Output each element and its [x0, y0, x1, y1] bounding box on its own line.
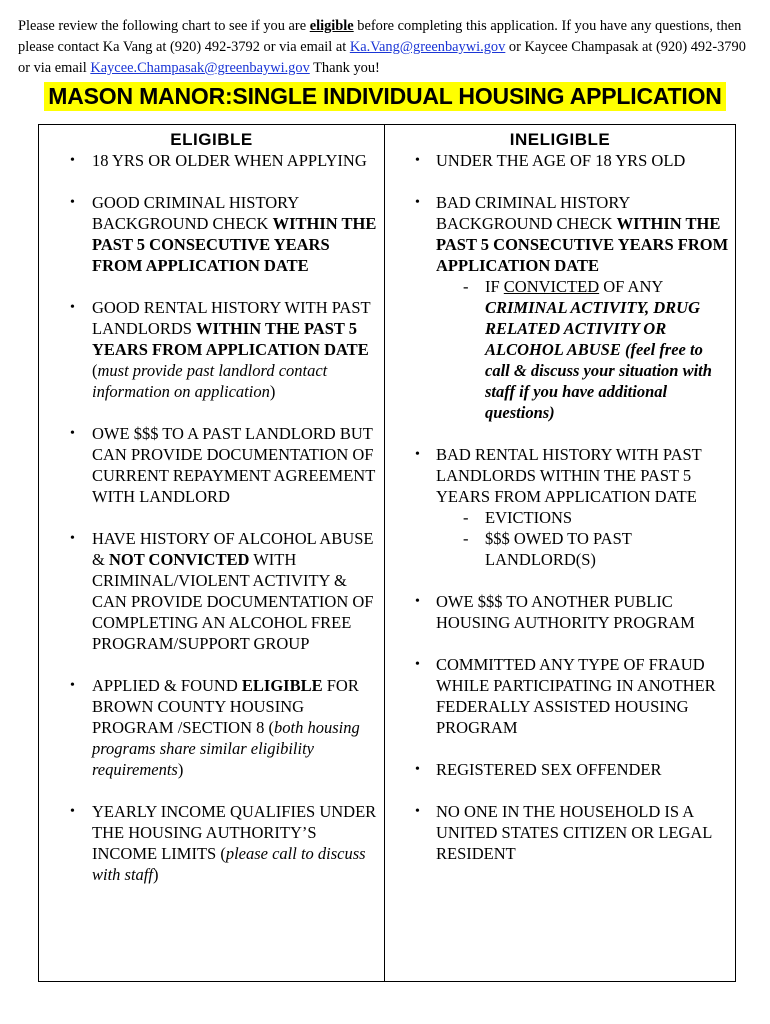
ineligible-item-owe-pha [385, 591, 735, 633]
eligible-item-owe-landlord [39, 423, 384, 507]
bullet-icon: • [415, 594, 420, 609]
item-bold-text: WITHIN THE PAST 5 CONSECUTIVE YEARS FROM APPLICATION DATE [92, 214, 377, 275]
email-link-kaycee-champasak[interactable]: Kaycee.Champasak@greenbaywi.gov [90, 60, 310, 76]
item-text: ) [177, 760, 184, 779]
intro-text-2: before completing this application. If you have any questions, then please contact Ka Vang at (920) 492-3792 or via email at [18, 18, 742, 55]
intro-text-4: Thank you! [309, 60, 380, 76]
item-text: WITH CRIMINAL/VIOLENT ACTIVITY & CAN PROVIDE DOCUMENTATION OF COMPLETING AN ALCOHOL FREE PROGRAM/SUPPORT GROUP [92, 550, 374, 653]
item-text: ) [269, 382, 276, 401]
item-text: HAVE HISTORY OF ALCOHOL ABUSE & [92, 529, 374, 569]
intro-paragraph [18, 16, 758, 79]
item-text: NO ONE IN THE HOUSEHOLD IS A UNITED STATES CITIZEN OR LEGAL RESIDENT [436, 802, 712, 863]
eligible-item-income [39, 801, 384, 885]
item-bold-text: WITHIN THE PAST 5 CONSECUTIVE YEARS FROM APPLICATION DATE [436, 214, 729, 275]
bullet-icon: • [70, 804, 75, 819]
bullet-icon: • [415, 762, 420, 777]
bullet-icon: • [70, 678, 75, 693]
item-text: FOR BROWN COUNTY HOUSING PROGRAM /SECTION 8 ( [92, 676, 359, 737]
bullet-icon: • [70, 153, 75, 168]
criminal-sublist [436, 276, 729, 423]
item-bold-text: NOT CONVICTED [108, 550, 250, 569]
item-text: YEARLY INCOME QUALIFIES UNDER THE HOUSING AUTHORITY’S INCOME LIMITS ( [92, 802, 377, 863]
bullet-icon: • [70, 426, 75, 441]
rental-sublist [436, 507, 729, 570]
ineligible-item-rental [385, 444, 735, 570]
bullet-icon: • [415, 447, 420, 462]
eligible-item-section8 [39, 675, 384, 780]
ineligible-heading: INELIGIBLE [509, 130, 611, 149]
eligible-heading: ELIGIBLE [170, 130, 253, 149]
ineligible-item-criminal [385, 192, 735, 423]
eligible-item-criminal [39, 192, 384, 276]
item-text: OWE $$$ TO A PAST LANDLORD BUT CAN PROVIDE DOCUMENTATION OF CURRENT REPAYMENT AGREEMENT WITH LANDLORD [92, 424, 375, 506]
ineligible-item-sex-offender [385, 759, 735, 780]
bullet-icon: • [70, 195, 75, 210]
item-text: EVICTIONS [485, 508, 573, 527]
dash-marker: - [463, 277, 469, 296]
bullet-icon: • [70, 531, 75, 546]
bullet-icon: • [415, 195, 420, 210]
item-text: REGISTERED SEX OFFENDER [436, 760, 662, 779]
ineligible-list [385, 150, 735, 864]
item-italic-text: both housing programs share similar eligibility requirements [92, 718, 360, 779]
ineligible-item-citizenship [385, 801, 735, 864]
bullet-icon: • [415, 657, 420, 672]
dash-marker: - [463, 508, 469, 527]
item-italic-text: must provide past landlord contact information on application [92, 361, 328, 401]
dash-marker: - [463, 529, 469, 548]
eligible-item-alcohol [39, 528, 384, 654]
ineligible-item-fraud [385, 654, 735, 738]
item-text: OWE $$$ TO ANOTHER PUBLIC HOUSING AUTHORITY PROGRAM [436, 592, 695, 632]
item-text: GOOD RENTAL HISTORY WITH PAST LANDLORDS [92, 298, 371, 338]
item-text: OF ANY [599, 277, 663, 296]
item-text: 18 YRS OR OLDER WHEN APPLYING [92, 151, 367, 170]
intro-text-3: or Kaycee Champasak at (920) 492-3790 or via email [18, 39, 746, 76]
bullet-icon: • [415, 153, 420, 168]
eligible-item-age [39, 150, 384, 171]
item-bold-text: WITHIN THE PAST 5 YEARS FROM APPLICATION DATE [92, 319, 369, 359]
item-text: ( [92, 361, 98, 380]
rental-sub-item-owed [436, 528, 729, 570]
title-bar [0, 82, 770, 111]
item-italic-text: please call to discuss with staff [92, 844, 366, 884]
bullet-icon: • [415, 804, 420, 819]
intro-text-1: Please review the following chart to see if you are [18, 18, 310, 34]
item-bold-italic-text: CRIMINAL ACTIVITY, DRUG RELATED ACTIVITY OR ALCOHOL ABUSE (feel free to call & discuss your situation with staff if you have additional questions) [485, 298, 712, 422]
item-bold-text: ELIGIBLE [241, 676, 323, 695]
eligibility-table [38, 124, 736, 982]
item-text: BAD RENTAL HISTORY WITH PAST LANDLORDS WITHIN THE PAST 5 YEARS FROM APPLICATION DATE [436, 445, 702, 506]
email-link-ka-vang[interactable]: Ka.Vang@greenbaywi.gov [349, 39, 506, 55]
item-text: UNDER THE AGE OF 18 YRS OLD [436, 151, 686, 170]
item-text: GOOD CRIMINAL HISTORY BACKGROUND CHECK [92, 193, 299, 233]
item-text: APPLIED & FOUND [92, 676, 242, 695]
item-text: IF [485, 277, 504, 296]
convicted-underlined: CONVICTED [503, 277, 600, 296]
page-title: MASON MANOR:SINGLE INDIVIDUAL HOUSING APPLICATION [44, 82, 725, 111]
rental-sub-item-evictions [436, 507, 729, 528]
ineligible-column [385, 125, 735, 981]
eligible-column [39, 125, 385, 981]
item-text: COMMITTED ANY TYPE OF FRAUD WHILE PARTICIPATING IN ANOTHER FEDERALLY ASSISTED HOUSING PROGRAM [436, 655, 716, 737]
eligible-list [39, 150, 384, 885]
item-text: BAD CRIMINAL HISTORY BACKGROUND CHECK [436, 193, 630, 233]
eligible-item-rental [39, 297, 384, 402]
eligible-emphasis: eligible [309, 18, 354, 34]
item-text: ) [152, 865, 159, 884]
criminal-sub-item [436, 276, 729, 423]
item-text: $$$ OWED TO PAST LANDLORD(S) [485, 529, 632, 569]
bullet-icon: • [70, 300, 75, 315]
ineligible-item-age [385, 150, 735, 171]
